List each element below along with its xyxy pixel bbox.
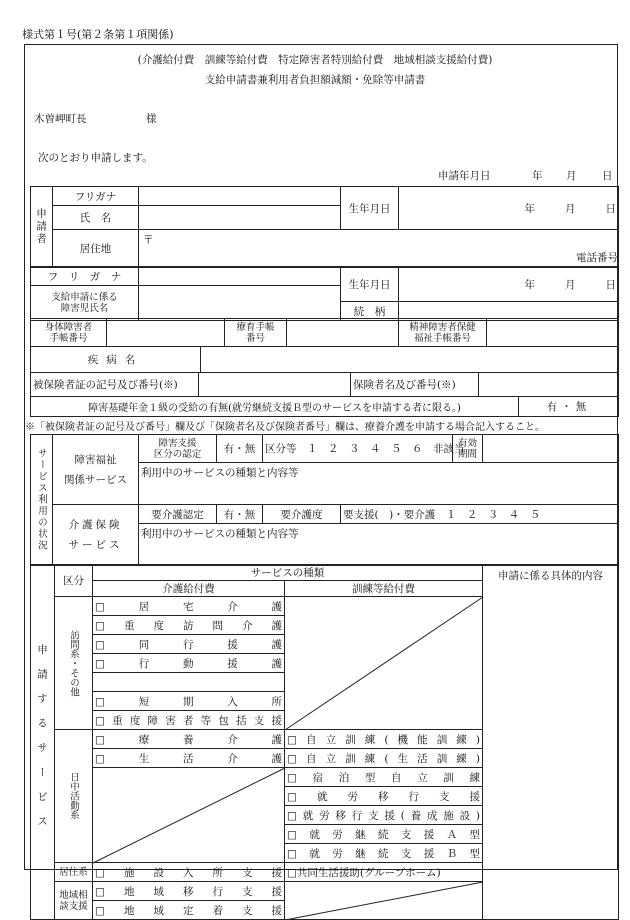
physical-l1: 身体障害者 bbox=[44, 321, 93, 333]
disease-field[interactable] bbox=[201, 347, 619, 373]
day-training-5[interactable]: □ 就労継続支援Ａ型 bbox=[285, 825, 483, 844]
support-cat-label bbox=[139, 435, 217, 463]
welfare-in-use-field[interactable] bbox=[139, 463, 619, 505]
disease-label: 疾病名 bbox=[31, 347, 201, 373]
child-birth-day: 日 bbox=[605, 278, 616, 291]
physical-handbook-label bbox=[31, 319, 107, 347]
training-benefits-header: 訓練等給付費 bbox=[285, 581, 483, 597]
addressee-honorific: 様 bbox=[146, 113, 157, 125]
visit-training-blank bbox=[285, 597, 483, 730]
applicant-birth-day: 日 bbox=[605, 202, 616, 215]
residence-division-label: 居住系 bbox=[55, 863, 93, 882]
ryoiku-handbook-field[interactable] bbox=[287, 319, 399, 347]
apply-date-label: 申請年月日 bbox=[438, 170, 491, 182]
valid-l2: 期間 bbox=[457, 448, 477, 460]
apply-date-month: 月 bbox=[566, 170, 577, 182]
child-birth-label: 生年月日 bbox=[341, 267, 399, 302]
welfare-l2: 関係サービス bbox=[64, 473, 127, 486]
applicant-furigana-field[interactable] bbox=[139, 187, 341, 206]
visit-item-3[interactable]: □ 行動援護 bbox=[93, 654, 285, 673]
insurance-number-field[interactable] bbox=[199, 373, 351, 397]
child-birth-year: 年 bbox=[524, 278, 535, 291]
visit-item-4 bbox=[93, 673, 285, 692]
consult-training-blank bbox=[285, 882, 483, 920]
category-values: １ ２ ３ ４ ５ ６ bbox=[307, 443, 423, 455]
form-number: 様式第１号(第２条第１項関係) bbox=[22, 28, 174, 41]
mental-l1: 精神障害者保健 bbox=[409, 321, 476, 333]
division-header: 区分 bbox=[55, 565, 93, 597]
pension-yes-no[interactable]: 有・無 bbox=[519, 397, 619, 417]
welfare-l1: 障害福祉 bbox=[74, 453, 117, 466]
child-birth-month: 月 bbox=[565, 278, 576, 291]
care-cert-label: 要介護認定 bbox=[139, 505, 217, 524]
residence-care[interactable]: □ 施設入所支援 bbox=[93, 863, 285, 882]
residence-training[interactable]: □ 共同生活援助(グループホーム) bbox=[285, 863, 483, 882]
postal-mark: 〒 bbox=[143, 234, 154, 246]
visit-item-2[interactable]: □ 同行援護 bbox=[93, 635, 285, 654]
mental-l2: 福祉手帳番号 bbox=[413, 332, 471, 344]
applicant-name-label: 氏 名 bbox=[53, 206, 139, 230]
detail-field[interactable] bbox=[483, 565, 619, 920]
applicant-birth-label: 生年月日 bbox=[341, 187, 399, 230]
insurer-field[interactable] bbox=[479, 373, 619, 397]
child-table bbox=[30, 266, 619, 321]
child-name-label-2: 障害児氏名 bbox=[60, 303, 109, 314]
header-line1: (介護給付費 訓練等給付費 特定障害者特別給付費 地域相談支援給付費) bbox=[137, 54, 493, 66]
services-table bbox=[30, 564, 619, 920]
mental-handbook-field[interactable] bbox=[487, 319, 619, 347]
day-training-2[interactable]: □ 宿泊型自立訓練 bbox=[285, 768, 483, 787]
applicant-table bbox=[30, 186, 619, 268]
care-insurance-label bbox=[53, 505, 139, 566]
applicant-address-label: 居住地 bbox=[53, 230, 139, 268]
applicant-birth-year: 年 bbox=[524, 202, 535, 215]
care-benefits-header: 介護給付費 bbox=[93, 581, 285, 597]
care-l2: サービス bbox=[68, 539, 123, 551]
detail-header: 申請に係る具体的内容 bbox=[498, 570, 603, 582]
visit-item-1[interactable]: □ 重度訪問介護 bbox=[93, 616, 285, 635]
care-in-use-field[interactable] bbox=[139, 524, 619, 566]
visit-division-label: 訪問系・その他 bbox=[55, 597, 93, 730]
day-training-0[interactable]: □ 自立訓練(機能訓練) bbox=[285, 730, 483, 749]
category-field[interactable] bbox=[263, 435, 465, 463]
valid-l1: 有効 bbox=[457, 437, 477, 449]
day-care-0[interactable]: □ 療養介護 bbox=[93, 730, 285, 749]
insurer-label: 保険者名及び番号(※) bbox=[351, 373, 479, 397]
applicant-birth-month: 月 bbox=[565, 202, 576, 215]
day-training-3[interactable]: □ 就労移行支援 bbox=[285, 787, 483, 806]
support-cat-l1: 障害支援 bbox=[158, 437, 197, 449]
insurance-note: ※「被保険者証の記号及び番号」欄及び「保険者名及び保険者番号」欄は、療養介護を申請する場合記入すること。 bbox=[25, 422, 545, 433]
child-relation-label: 続 柄 bbox=[341, 302, 399, 321]
insurance-number-label: 被保険者証の記号及び番号(※) bbox=[31, 373, 199, 397]
phone-label: 電話番号 bbox=[576, 252, 618, 264]
child-name-label-1: 支給申請に係る bbox=[51, 292, 118, 303]
category-label: 区分等 bbox=[265, 443, 297, 455]
physical-l2: 手帳番号 bbox=[49, 332, 88, 344]
disease-table bbox=[30, 346, 619, 373]
visit-item-6[interactable]: □ 重度障害者等包括支援 bbox=[93, 711, 285, 730]
valid-period-label bbox=[453, 435, 483, 463]
welfare-in-use-label: 利用中のサービスの種類と内容等 bbox=[141, 467, 299, 479]
mental-handbook-label bbox=[399, 319, 487, 347]
consult-item-0[interactable]: □ 地域移行支援 bbox=[93, 882, 285, 901]
care-cert-yes-no[interactable]: 有・無 bbox=[217, 505, 263, 524]
not-applicable: 非該当 bbox=[433, 443, 465, 455]
ryoiku-handbook-label bbox=[225, 319, 287, 347]
pension-label: 障害基礎年金１級の受給の有無(就労継続支援Ｂ型のサービスを申請する者に限る。) bbox=[31, 397, 519, 417]
apply-date-year: 年 bbox=[532, 170, 543, 182]
ryoiku-l2: 番号 bbox=[245, 332, 265, 344]
form-title: 支給申請書兼利用者負担額減額・免除等申請書 bbox=[204, 74, 426, 86]
day-division-label: 日中活動系 bbox=[55, 730, 93, 863]
addressee-name: 木曽岬町長 bbox=[34, 113, 87, 125]
care-in-use-label: 利用中のサービスの種類と内容等 bbox=[141, 528, 299, 540]
applicant-birth-field[interactable] bbox=[399, 187, 619, 230]
applicant-address-field[interactable] bbox=[139, 230, 619, 268]
applicant-furigana-label: フリガナ bbox=[53, 187, 139, 206]
child-furigana-field[interactable] bbox=[139, 267, 341, 286]
care-levels[interactable]: 要支援( )・要介護 １ ２ ３ ４ ５ bbox=[341, 505, 619, 524]
consult-division-label: 地域相談支援 bbox=[55, 882, 93, 920]
care-level-label: 要介護度 bbox=[263, 505, 341, 524]
consult-item-1[interactable]: □ 地域定着支援 bbox=[93, 901, 285, 920]
applicant-section-label: 申請者 bbox=[31, 187, 53, 268]
services-section-label: 申請するサービス bbox=[31, 565, 55, 920]
child-name-field[interactable] bbox=[139, 286, 341, 321]
care-l1: 介護保険 bbox=[68, 519, 123, 531]
physical-handbook-field[interactable] bbox=[107, 319, 225, 347]
pension-table bbox=[30, 396, 619, 417]
welfare-label bbox=[53, 435, 139, 505]
day-care-blank bbox=[93, 768, 285, 863]
applicant-name-field[interactable] bbox=[139, 206, 341, 230]
usage-section-label: サービス利用の状況 bbox=[31, 435, 53, 566]
child-furigana-label: フ リ ガ ナ bbox=[31, 267, 139, 286]
day-training-6[interactable]: □ 就労継続支援Ｂ型 bbox=[285, 844, 483, 863]
valid-period-field[interactable] bbox=[483, 435, 619, 463]
handbook-table bbox=[30, 318, 619, 347]
apply-date-day: 日 bbox=[602, 170, 613, 182]
insurance-table bbox=[30, 372, 619, 397]
day-training-1[interactable]: □ 自立訓練(生活訓練) bbox=[285, 749, 483, 768]
visit-item-5[interactable]: □ 短期入所 bbox=[93, 692, 285, 711]
service-type-header: サービスの種類 bbox=[93, 565, 483, 581]
day-care-1[interactable]: □ 生活介護 bbox=[93, 749, 285, 768]
day-training-4[interactable]: □ 就労移行支援(養成施設) bbox=[285, 806, 483, 825]
intro-text: 次のとおり申請します。 bbox=[38, 152, 153, 164]
child-birth-field[interactable] bbox=[399, 267, 619, 302]
ryoiku-l1: 療育手帳 bbox=[236, 321, 275, 333]
visit-item-0[interactable]: □ 居宅介護 bbox=[93, 597, 285, 616]
usage-table bbox=[30, 434, 619, 566]
support-cat-yes-no[interactable]: 有・無 bbox=[217, 435, 263, 463]
support-cat-l2: 区分の認定 bbox=[153, 448, 202, 460]
child-name-label bbox=[31, 286, 139, 321]
